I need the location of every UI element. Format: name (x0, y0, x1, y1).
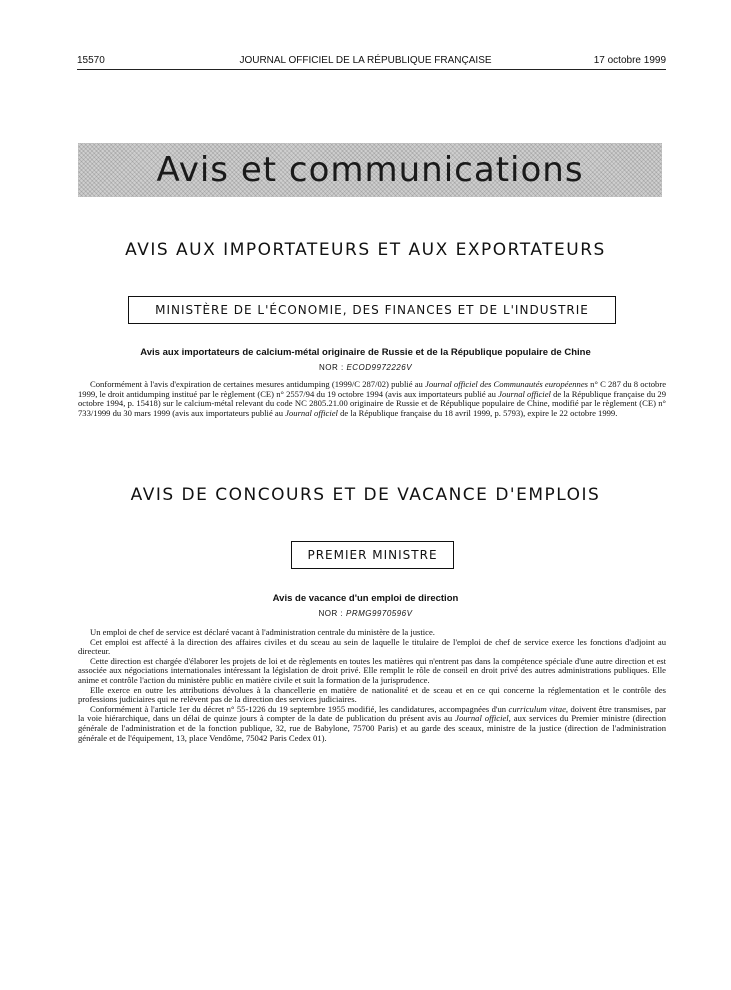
nor-reference-2 (0, 609, 731, 618)
paragraph: Un emploi de chef de service est déclaré vacant à l'administration centrale du ministère de la justice. (90, 627, 435, 637)
section-title-importers: AVIS AUX IMPORTATEURS ET AUX EXPORTATEURS (125, 240, 606, 260)
journal-title: JOURNAL OFFICIEL DE LA RÉPUBLIQUE FRANÇAISE (239, 55, 492, 66)
banner-title: Avis et communications (156, 150, 584, 190)
ministry-name: PREMIER MINISTRE (307, 548, 438, 562)
nor-reference-1 (0, 363, 731, 372)
header-rule (77, 69, 666, 70)
ministry-box-economy (128, 296, 616, 324)
paragraph: Cet emploi est affecté à la direction des affaires civiles et du sceau au sein de laquelle le titulaire de l'emploi de chef de service exerce les fonctions d'adjoint au directeur. (78, 636, 666, 657)
notice-body-vacancy (78, 628, 666, 743)
nor-code: PRMG9970596V (345, 609, 413, 618)
paragraph: Cette direction est chargée d'élaborer les projets de loi et de règlements en toutes les matières qui n'entrent pas dans la compétence spéciale d'une autre direction et est associée aux négociations internationales intéressant la législation de droit privé. Elle remplit le rôle de conseil en droit privé des autres administrations publiques. Elle anime et contrôle l'action du ministère public en matière civile et suit la formation de la jurisprudence. (78, 655, 666, 685)
notice-title-vacancy: Avis de vacance d'un emploi de direction (272, 593, 459, 604)
notice-body-calcium (78, 380, 666, 418)
paragraph: Elle exerce en outre les attributions dévolues à la chancellerie en matière de nationalité et de sceau et en ce qui concerne la réglementation et le contrôle des professions judiciaires qui ne relèvent pas de la direction des services judiciaires. (78, 684, 666, 705)
nor-label: NOR : (318, 363, 344, 372)
notice-title-calcium: Avis aux importateurs de calcium-métal originaire de Russie et de la République populaire de Chine (140, 347, 591, 358)
paragraph: Conformément à l'article 1er du décret n° 55-1226 du 19 septembre 1955 modifié, les candidatures, accompagnées d'un curriculum vitae, doivent être transmises, par la voie hiérarchique, dans un délai de quinze jours à compter de la date de publication du présent avis au Journal officiel, aux services du Premier ministre (direction générale de l'administration et de la fonction publique, 32, rue de Babylone, 75700 Paris) et au garde des sceaux, ministre de la justice (direction de l'administration générale et de l'équipement, 13, place Vendôme, 75042 Paris Cedex 01). (78, 703, 666, 743)
page-number: 15570 (77, 55, 105, 66)
ministry-box-prime-minister (291, 541, 454, 569)
section-title-vacancies: AVIS DE CONCOURS ET DE VACANCE D'EMPLOIS (130, 485, 601, 505)
nor-code: ECOD9972226V (346, 363, 413, 372)
ministry-name: MINISTÈRE DE L'ÉCONOMIE, DES FINANCES ET DE L'INDUSTRIE (155, 303, 589, 317)
paragraph: Conformément à l'avis d'expiration de certaines mesures antidumping (1999/C 287/02) publié au Journal officiel des Communautés européennes n° C 287 du 8 octobre 1999, le droit antidumping institué par le règlement (CE) n° 2557/94 du 19 octobre 1994 (avis aux importateurs publié au Journal officiel de la République française du 29 octobre 1994, p. 15418) sur le calcium-métal relevant du code NC 2805.21.00 originaire de Russie et de République populaire de Chine, modifié par le règlement (CE) n° 733/1999 du 30 mars 1999 (avis aux importateurs publié au Journal officiel de la République française du 18 avril 1999, p. 5793), expire le 22 octobre 1999. (78, 379, 667, 418)
nor-label: NOR : (318, 609, 344, 618)
issue-date: 17 octobre 1999 (593, 55, 666, 66)
section-banner (78, 143, 662, 197)
